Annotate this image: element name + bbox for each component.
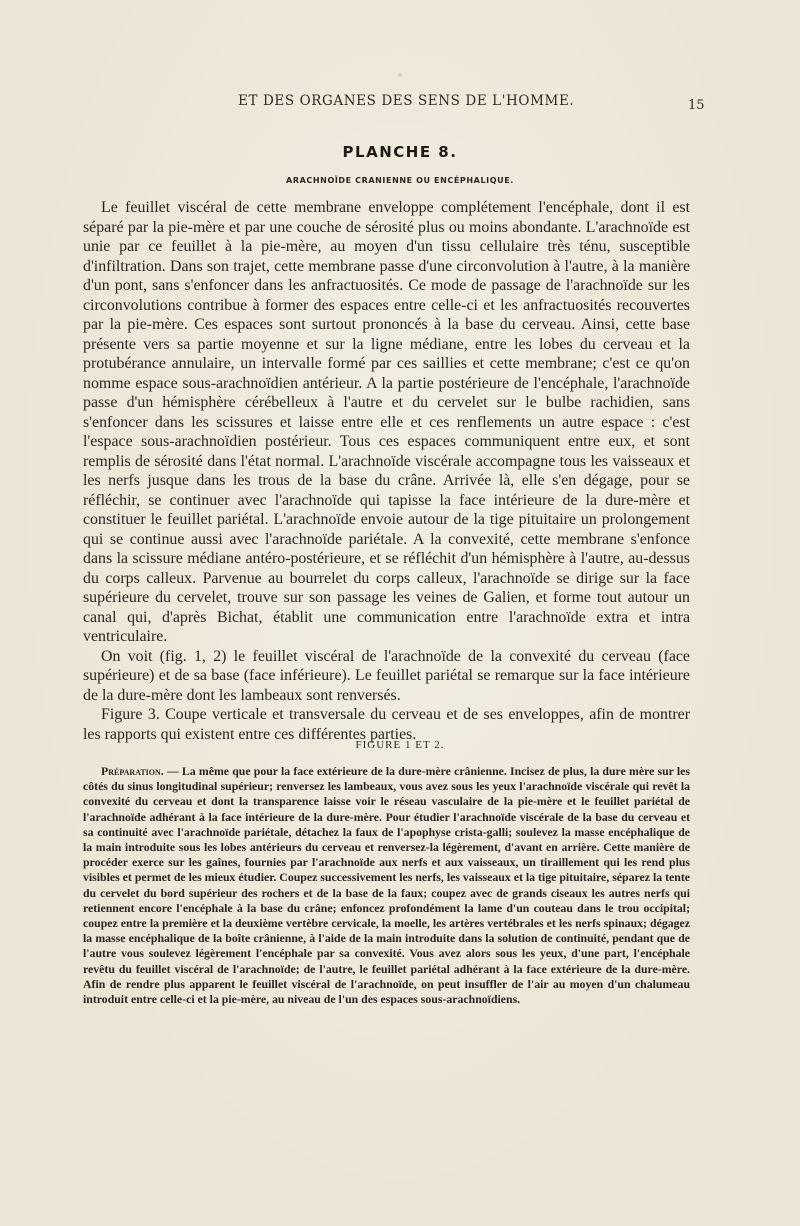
plate-subtitle: ARACHNOÏDE CRANIENNE OU ENCÉPHALIQUE. — [286, 176, 514, 185]
preparation-body: — La même que pour la face extérieure de la dure-mère crânienne. Incisez de plus, la dure mère sur les côtés du sinus longitudinal supérieur; renversez les lambeaux, vous avez sous les yeux l'arachnoïde viscérale qui revêt la convexité du cerveau et dont la transparence laisse voir le réseau vasculaire de la pie-mère et le feuillet pariétal de l'arachnoïde adhérant à la face intérieure de la dure-mère. Pour étudier l'arachnoïde viscérale de la base du cerveau et sa continuité avec l'arachnoïde pariétale, détachez la faux de l'apophyse crista-galli; soulevez la masse encéphalique de la main introduite sous les lobes antérieurs du cerveau et renversez-la légèrement, d'avant en arrière. Cette manière de procéder exerce sur les gaînes, fournies par l'arachnoïde aux nerfs et aux vaisseaux, un tiraillement qui les rend plus visibles et permet de les mieux étudier. Coupez successivement les nerfs, les vaisseaux et la tige pituitaire, séparez la tente du cervelet du bord supérieur des rochers et de la base de la faux; coupez avec de grands ciseaux les autres nerfs qui retiennent encore l'encéphale à la base du crâne; enfoncez profondément la lame d'un couteau dans le trou occipital; coupez entre la première et la deuxième vertèbre cervicale, la moelle, les artères vertébrales et les nerfs spinaux; dégagez la masse encéphalique de la boîte crânienne, à l'aide de la main introduite dans la solution de continuité, pendant que de l'autre vous soulevez légèrement l'encéphale par sa convexité. Vous avez alors sous les yeux, d'une part, l'encéphale revêtu du feuillet viscéral de l'arachnoïde; de l'autre, le feuillet pariétal adhérant à la face extérieure de la dure-mère. Afin de rendre plus apparent le feuillet viscéral de l'arachnoïde, on peut insuffler de l'air au moyen d'un chalumeau introduit entre celle-ci et la pie-mère, au niveau de l'un des espaces sous-arachnoïdiens. — [83, 764, 690, 1007]
body-text — [83, 198, 690, 744]
paper-spot — [398, 73, 402, 77]
running-head: ET DES ORGANES DES SENS DE L'HOMME. — [238, 93, 575, 109]
plate-title: PLANCHE 8. — [342, 143, 458, 161]
section-heading: FIGURE 1 ET 2. — [355, 739, 445, 751]
body-paragraph: On voit (fig. 1, 2) le feuillet viscéral de l'arachnoïde de la convexité du cerveau (face supérieure) et de sa base (face inférieure). Le feuillet pariétal se remarque sur la face intérieure de la dure-mère dont les lambeaux sont renversés. — [83, 647, 690, 704]
page-number: 15 — [688, 98, 705, 113]
body-paragraph: Le feuillet viscéral de cette membrane enveloppe complétement l'encéphale, dont il est séparé par la pie-mère et par une couche de sérosité plus ou moins abondante. L'arachnoïde est unie par ce feuillet à la pie-mère, au moyen d'un tissu cellulaire très ténu, susceptible d'infiltration. Dans son trajet, cette membrane passe d'une circonvolution à l'autre, à la manière d'un pont, sans s'enfoncer dans les anfractuosités. Ce mode de passage de l'arachnoïde sur les circonvolutions contribue à former des espaces entre celle-ci et les anfractuosités recouvertes par la pie-mère. Ces espaces sont surtout prononcés à la base du cerveau. Ainsi, cette base présente vers sa partie moyenne et sur la ligne médiane, entre les lobes du cerveau et la protubérance annulaire, un intervalle formé par ces saillies et cette membrane; c'est ce qu'on nomme espace sous-arachnoïdien antérieur. A la partie postérieure de l'encéphale, l'arachnoïde passe d'un hémisphère cérébelleux à l'autre et du cervelet sur le bulbe rachidien, sans s'enfoncer dans les scissures et laisse entre elle et ces renflements un autre espace : c'est l'espace sous-arachnoïdien postérieur. Tous ces espaces communiquent entre eux, et sont remplis de sérosité dans l'état normal. L'arachnoïde viscérale accompagne tous les vaisseaux et les nerfs jusque dans les trous de la base du crâne. Arrivée là, elle s'en dégage, pour se réfléchir, se continuer avec l'arachnoïde qui tapisse la face intérieure de la dure-mère et constituer le feuillet pariétal. L'arachnoïde envoie autour de la tige pituitaire un prolongement qui se continue aussi avec l'arachnoïde pariétale. A la convexité, cette membrane s'enfonce dans la scissure médiane antéro-postérieure, et se réfléchit d'un hémisphère à l'autre, au-dessus du corps calleux. Parvenue au bourrelet du corps calleux, l'arachnoïde se dirige sur la face supérieure du cervelet, trouve sur son passage les veines de Galien, et forme tout autour un canal qui, d'après Bichat, établit une communication entre l'arachnoïde extra et intra ventriculaire. — [83, 199, 690, 645]
preparation-label: Préparation. — [101, 764, 164, 778]
body-paragraph: Figure 3. Coupe verticale et transversale du cerveau et de ses enveloppes, afin de montrer les rapports qui existent entre ces différentes parties. — [83, 706, 690, 743]
preparation-text — [83, 764, 690, 1007]
preparation-paragraph — [83, 764, 690, 1007]
